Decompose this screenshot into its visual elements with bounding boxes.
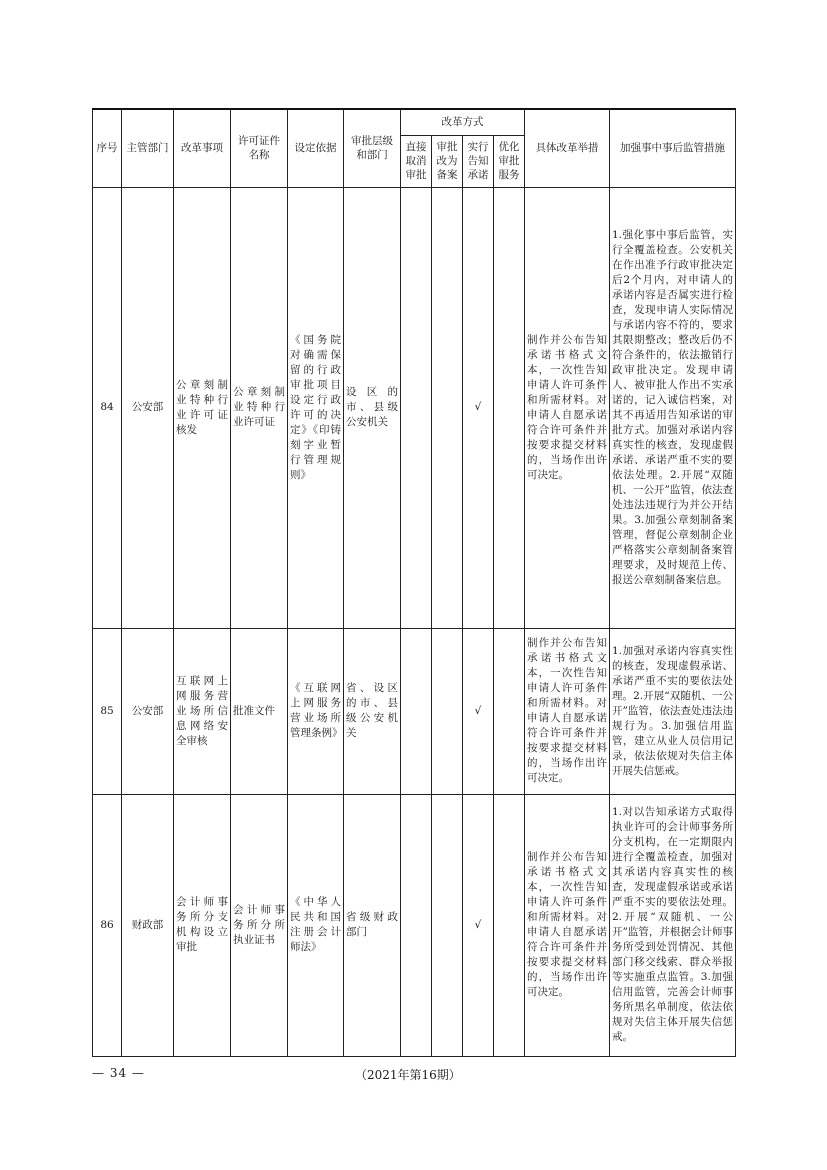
header-basis: 设定依据 <box>288 109 344 187</box>
issue-label: （2021年第16期） <box>355 1068 461 1082</box>
header-seq: 序号 <box>93 109 122 187</box>
row-mode-filing <box>432 628 463 794</box>
row-mode-notify-check: √ <box>463 628 494 794</box>
row-dept: 公安部 <box>122 187 174 628</box>
header-mode-filing: 审批改为备案 <box>432 135 463 187</box>
header-mode-cancel: 直接取消审批 <box>401 135 432 187</box>
header-reform-mode: 改革方式 <box>401 109 525 135</box>
row-dept: 公安部 <box>122 628 174 794</box>
header-mode-notify: 实行告知承诺 <box>463 135 494 187</box>
row-basis: 《国务院对确需保留的行政审批项目设定行政许可的决定》《印铸刻字业暂行管理规则》 <box>288 187 344 628</box>
page-number: — 34 — <box>92 1066 145 1080</box>
row-mode-cancel <box>401 628 432 794</box>
reform-table-sheet <box>92 108 735 1055</box>
row-seq: 85 <box>93 628 122 794</box>
header-dept: 主管部门 <box>122 109 174 187</box>
row-mode-notify-check: √ <box>463 794 494 1056</box>
row-dept: 财政部 <box>122 794 174 1056</box>
row-supervision: 1.对以告知承诺方式取得执业许可的会计师事务所分支机构，在一定期限内进行全覆盖检查，加强对其承诺内容真实性的核查，发现虚假承诺或承诺严重不实的要依法处理。2.开展“双随机、一公开”监管，并根据会计师事务所受到处罚情况、其他部门移交线索、群众举报等实施重点监管。3.加强信用监管，完善会计师事务所黑名单制度，依法依规对失信主体开展失信惩戒。 <box>610 794 736 1056</box>
row-measures: 制作并公布告知承诺书格式文本，一次性告知申请人许可条件和所需材料。对申请人自愿承诺符合许可条件并按要求提交材料的，当场作出许可决定。 <box>525 628 610 794</box>
row-mode-notify-check: √ <box>463 187 494 628</box>
header-mode-optimize: 优化审批服务 <box>494 135 525 187</box>
row-license: 公章刻制业特种行业许可证 <box>231 187 288 628</box>
row-item: 会计师事务所分支机构设立审批 <box>174 794 231 1056</box>
row-measures: 制作并公布告知承诺书格式文本，一次性告知申请人许可条件和所需材料。对申请人自愿承诺符合许可条件并按要求提交材料的，当场作出许可决定。 <box>525 794 610 1056</box>
row-mode-optimize <box>494 187 525 628</box>
row-supervision: 1.强化事中事后监管，实行全覆盖检查。公安机关在作出准予行政审批决定后2个月内，对申请人的承诺内容是否属实进行检查，发现申请人实际情况与承诺内容不符的，要求其限期整改；整改后仍不符合条件的，依法撤销行政审批决定。发现申请人、被审批人作出不实承诺的，记入诚信档案，对其不再适用告知承诺的审批方式。加强对承诺内容真实性的核查，发现虚假承诺、承诺严重不实的要依法处理。2.开展“双随机、一公开”监管，依法查处违法违规行为并公开结果。3.加强公章刻制备案管理，督促公章刻制企业严格落实公章刻制备案管理要求，及时规范上传、报送公章刻制备案信息。 <box>610 187 736 628</box>
row-level: 省级财政部门 <box>344 794 401 1056</box>
row-item: 公章刻制业特种行业许可证核发 <box>174 187 231 628</box>
row-measures: 制作并公布告知承诺书格式文本，一次性告知申请人许可条件和所需材料。对申请人自愿承诺符合许可条件并按要求提交材料的，当场作出许可决定。 <box>525 187 610 628</box>
row-level: 省、设区的市、县级公安机关 <box>344 628 401 794</box>
row-basis: 《互联网上网服务营业场所管理条例》 <box>288 628 344 794</box>
row-seq: 84 <box>93 187 122 628</box>
row-supervision: 1.加强对承诺内容真实性的核查，发现虚假承诺、承诺严重不实的要依法处理。2.开展“双随机、一公开”监管，依法查处违法违规行为。3.加强信用监管，建立从业人员信用记录，依法依规对失信主体开展失信惩戒。 <box>610 628 736 794</box>
header-supervision: 加强事中事后监管措施 <box>610 109 736 187</box>
header-item: 改革事项 <box>174 109 231 187</box>
header-measures: 具体改革举措 <box>525 109 610 187</box>
reform-table <box>92 108 736 1057</box>
row-license: 会计师事务所分所执业证书 <box>231 794 288 1056</box>
table-row <box>93 187 736 628</box>
table-row <box>93 794 736 1056</box>
row-mode-optimize <box>494 628 525 794</box>
row-mode-filing <box>432 187 463 628</box>
row-mode-cancel <box>401 187 432 628</box>
row-mode-filing <box>432 794 463 1056</box>
header-level: 审批层级和部门 <box>344 109 401 187</box>
row-mode-optimize <box>494 794 525 1056</box>
table-row <box>93 628 736 794</box>
row-seq: 86 <box>93 794 122 1056</box>
row-level: 设区的市、县级公安机关 <box>344 187 401 628</box>
row-license: 批准文件 <box>231 628 288 794</box>
header-license: 许可证件名称 <box>231 109 288 187</box>
row-mode-cancel <box>401 794 432 1056</box>
row-basis: 《中华人民共和国注册会计师法》 <box>288 794 344 1056</box>
row-item: 互联网上网服务营业场所信息网络安全审核 <box>174 628 231 794</box>
